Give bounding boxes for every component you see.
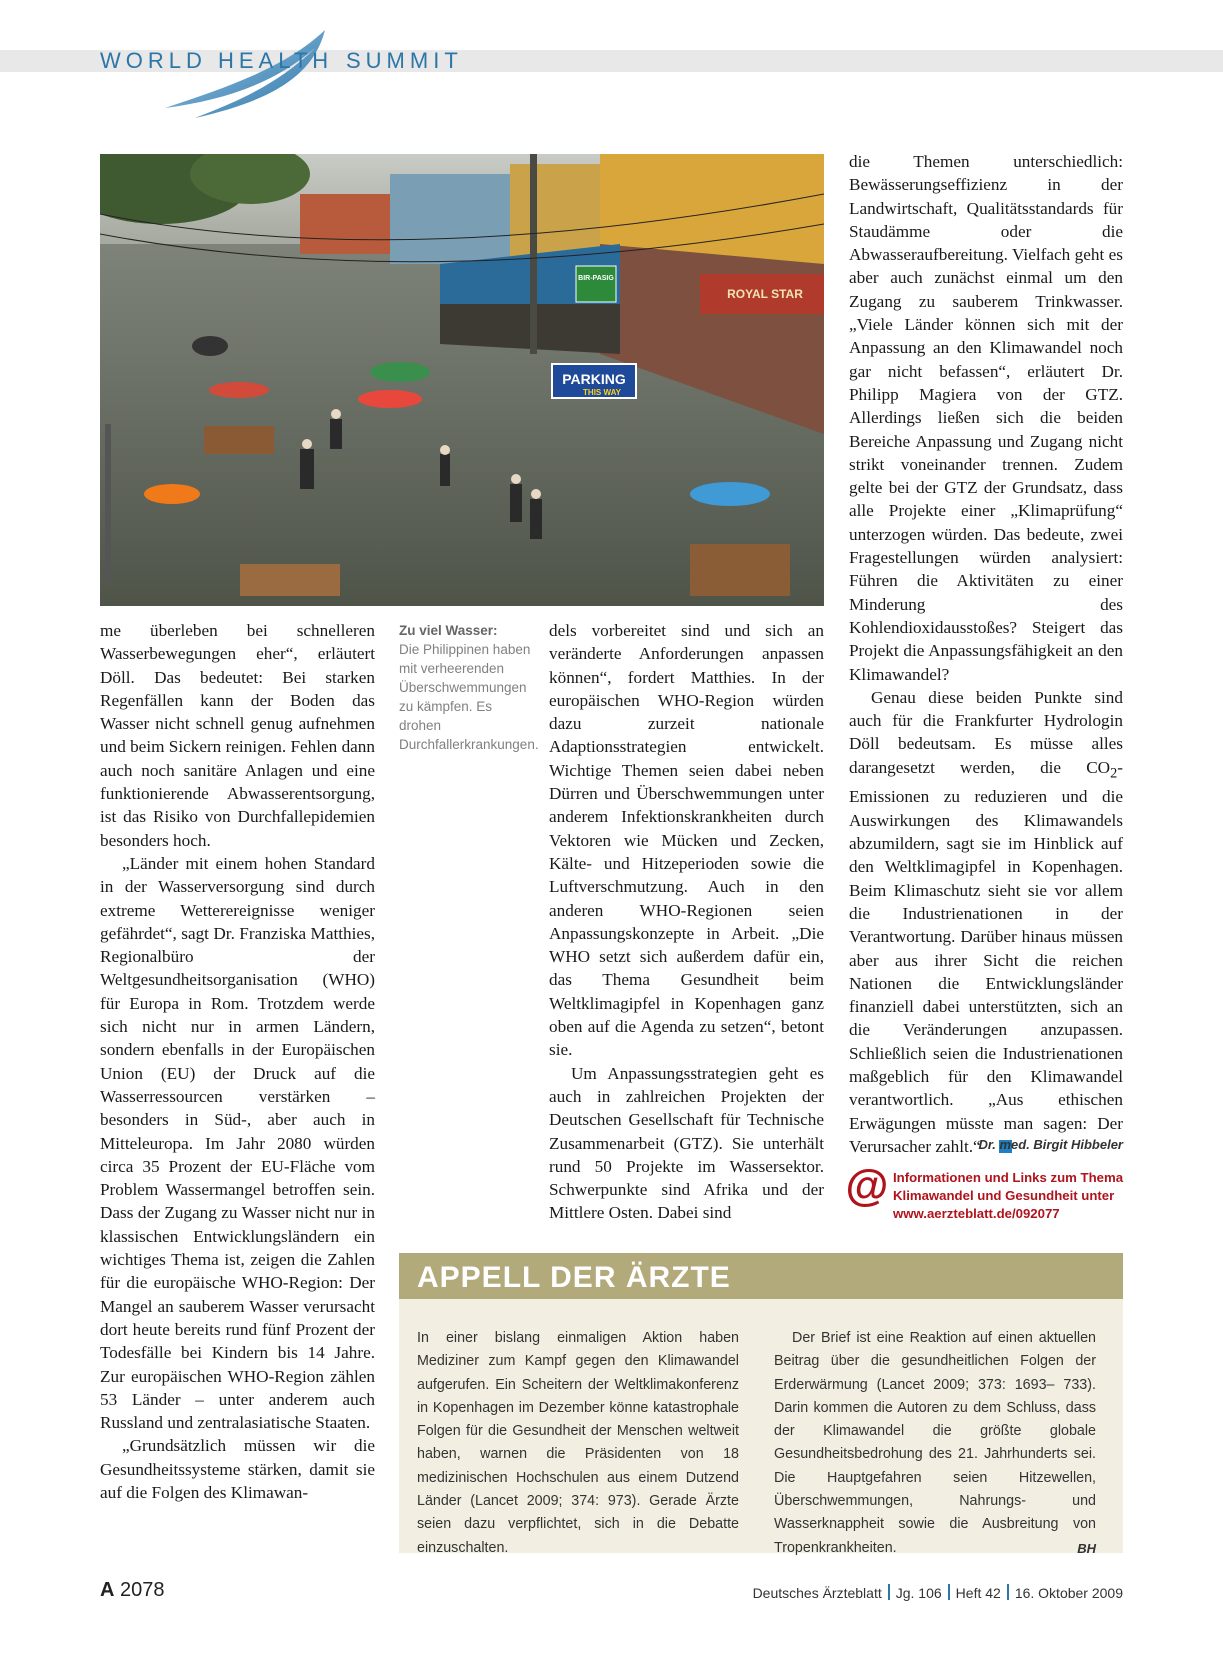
col4-paragraph-2 bbox=[849, 686, 1123, 1158]
article-column-4 bbox=[849, 150, 1123, 1158]
page-number bbox=[100, 1579, 165, 1602]
footer-publication: Deutsches Ärzteblatt bbox=[752, 1585, 882, 1601]
col3-paragraph-2: Um Anpassungsstrategien geht es auch in zahlreichen Projekten der Deutschen Gesellschaft für Technische Zusammenarbeit (GTZ). Sie unterhält rund 50 Projekte im Wassersektor. Schwerpunkte sind Afrika und der Mittlere Osten. Dabei sind bbox=[549, 1063, 824, 1223]
footer-separator bbox=[888, 1584, 890, 1600]
col1-paragraph-1: me überleben bei schnelleren Wasserbewegungen eher“, erläutert Döll. Das bedeutet: Bei starken Regenfällen kann der Boden das Wasser nicht schnell genug aufnehmen und beim Sickern reinigen. Fehlen dann auch noch sanitäre Anlagen und eine funktionierende Abwasserentsorgung, ist das Risiko von Durchfallepidemien besonders hoch. bbox=[100, 621, 375, 850]
online-info bbox=[893, 1169, 1133, 1223]
parking-sign: PARKING bbox=[562, 371, 626, 387]
brand-world-health: WORLD HEALTH bbox=[100, 48, 334, 73]
page-prefix: A bbox=[100, 1579, 115, 1601]
col4-paragraph-1: die Themen unterschiedlich: Bewässerungseffizienz in der Landwirtschaft, Qualitätsstandards für Staudämme oder die Abwasseraufbereitung. Vielfach geht es aber auch zunächst einmal um den Zugang zu sauberem Trinkwasser. „Viele Länder können sich mit der Anpassung an den Klimawandel noch gar nicht befassen“, erläutert Dr. Philipp Magiera von der GTZ. Allerdings ließen sich die beiden Bereiche Anpassung und Zugang nicht strikt voneinander trennen. Zudem gelte bei der GTZ der Grundsatz, dass alle Projekte einer „Klimaprüfung“ unterzogen würden. Das bedeute, zwei Fragestellungen würden analysiert: Führen die Aktivitäten zu einer Minderung des Kohlendioxidausstoßes? Steigert das Projekt die Anpassungsfähigkeit an den Klimawandel? bbox=[849, 152, 1123, 684]
footer-publication-info bbox=[753, 1584, 1123, 1601]
appeal-box bbox=[399, 1253, 1123, 1556]
online-info-line-2: Klimawandel und Gesundheit unter bbox=[893, 1188, 1115, 1203]
summit-swoosh-logo bbox=[165, 28, 365, 128]
footer-date: 16. Oktober 2009 bbox=[1014, 1585, 1123, 1601]
flood-photo bbox=[100, 154, 824, 606]
author-byline: Dr. med. Birgit Hibbeler bbox=[978, 1137, 1123, 1152]
col1-paragraph-3: „Grundsätzlich müssen wir die Gesundheitssysteme stärken, damit sie auf die Folgen des Klimawan- bbox=[100, 1436, 375, 1502]
col1-paragraph-2: „Länder mit einem hohen Standard in der Wasserversorgung sind durch extreme Wetterereignisse weniger gefährdet“, sagt Dr. Franziska Matthies, Regionalbüro der Weltgesundheitsorganisation (WHO) für Europa in Rom. Trotzdem werde sich nicht nur in armen Ländern, sondern ebenfalls in der Europäischen Union (EU) der Druck auf die Wasserressourcen verstärken – besonders in Süd-, aber auch in Mitteleuropa. Im Jahr 2080 würden circa 35 Prozent der EU-Fläche vom Problem Wassermangel betroffen sein. Dass der Zugang zu Wasser nicht nur in klassischen Entwicklungsländern ein wichtiges Thema ist, zeigen die Zahlen für die europäische WHO-Region: Der Mangel an sauberem Wasser verursacht dort heute bereits rund fünf Prozent der Todesfälle bei Kindern bis 14 Jahre. Zur europäischen WHO-Region zählen 53 Länder – unter anderem auch Russland und zentralasiatische Staaten. bbox=[100, 853, 375, 1433]
col4-p2-part-b: -Emissionen zu reduzieren und die Auswirkungen des Klimawandels abzumildern, sagt sie im Hinblick auf den Weltklimagipfel in Kopenhagen. Beim Klimaschutz sieht sie vor allem die Industrienationen in der Verantwortung. Darüber hinaus müssen aber aus ihrer Sicht die reichen Nationen die Entwicklungsländer finanziell dabei unterstützten, sich an die Veränderungen anzupassen. Schließlich seien die Industrienationen maßgeblich für den Klimawandel verantwortlich. „Aus ethischen Erwägungen müsste man sagen: Der Verursacher zahlt.“ bbox=[849, 757, 1123, 1156]
col4-p2-part-a: Genau diese beiden Punkte sind auch für die Frankfurter Hydrologin Döll bedeutsam. Es müsse alles darangesetzt werden, die CO bbox=[849, 687, 1123, 777]
photo-caption bbox=[399, 621, 539, 754]
caption-title: Zu viel Wasser: bbox=[399, 623, 498, 638]
bir-pasig-sign: BIR-PASIG bbox=[578, 275, 614, 282]
footer-separator bbox=[948, 1584, 950, 1600]
article-column-3 bbox=[549, 619, 824, 1225]
appeal-box-column-2 bbox=[774, 1327, 1096, 1560]
online-info-link[interactable]: www.aerzteblatt.de/092077 bbox=[893, 1206, 1060, 1221]
footer-separator bbox=[1007, 1584, 1009, 1600]
online-info-line-1: Informationen und Links zum Thema bbox=[893, 1170, 1124, 1185]
this-way-sign: THIS WAY bbox=[583, 388, 621, 397]
appeal-box-signature: BH bbox=[1077, 1540, 1096, 1556]
at-sign-icon bbox=[845, 1164, 889, 1208]
appeal-box-column-1: In einer bislang einmaligen Aktion haben Mediziner zum Kampf gegen den Klimawandel aufgerufen. Ein Scheitern der Weltklimakonferenz in Kopenhagen im Dezember könne katastrophale Folgen für die Gesundheit der Menschen weltweit haben, warnen die Präsidenten von 18 medizinischen Hochschulen aus einem Dutzend Länder (Lancet 2009; 374: 973). Gerade Ärzte seien dazu verpflichtet, sich in die Debatte einzuschalten. bbox=[417, 1330, 739, 1556]
appeal-box-header bbox=[399, 1253, 1123, 1299]
royal-star-sign: ROYAL STAR bbox=[727, 287, 803, 301]
appeal-box-column-2-text: Der Brief ist eine Reaktion auf einen aktuellen Beitrag über die gesundheitlichen Folgen der Erderwärmung (Lancet 2009; 373: 1693– 733). Darin kommen die Autoren zu dem Schluss, dass der Klimawandel die größte globale Gesundheitsbedrohung des 21. Jahrhunderts sei. Die Hauptgefahren seien Hitzewellen, Überschwemmungen, Nahrungs- und Wasserknappheit sowie die Ausbreitung von Tropenkrankheiten. bbox=[774, 1330, 1096, 1556]
svg-text:@: @ bbox=[845, 1164, 889, 1208]
col3-paragraph-1: dels vorbereitet sind und sich an veränderte Anforderungen anpassen können“, fordert Matthies. In der europäischen WHO-Region würden dazu zurzeit nationale Adaptionsstrategien entwickelt. Wichtige Themen seien dabei neben Dürren und Überschwemmungen unter anderem Infektionskrankheiten durch Vektoren wie Mücken und Zecken, Kälte- und Hitzeperioden sowie die Luftverschmutzung. Auch in den anderen WHO-Regionen seien Anpassungskonzepte in Arbeit. „Die WHO setzt sich außerdem dafür ein, das Thema Gesundheit beim Weltklimagipfel in Kopenhagen ganz oben auf die Agenda zu setzen“, betont sie. bbox=[549, 621, 824, 1060]
page-number-value: 2078 bbox=[120, 1579, 165, 1601]
brand-summit: SUMMIT bbox=[346, 48, 463, 73]
article-column-1 bbox=[100, 619, 375, 1504]
footer-issue: Heft 42 bbox=[955, 1585, 1001, 1601]
caption-text: Die Philippinen haben mit verheerenden Überschwemmungen zu kämpfen. Es drohen Durchfallerkrankungen. bbox=[399, 642, 539, 752]
co2-subscript: 2 bbox=[1110, 765, 1118, 782]
footer-volume: Jg. 106 bbox=[895, 1585, 942, 1601]
appeal-box-title: APPELL DER ÄRZTE bbox=[417, 1261, 731, 1294]
